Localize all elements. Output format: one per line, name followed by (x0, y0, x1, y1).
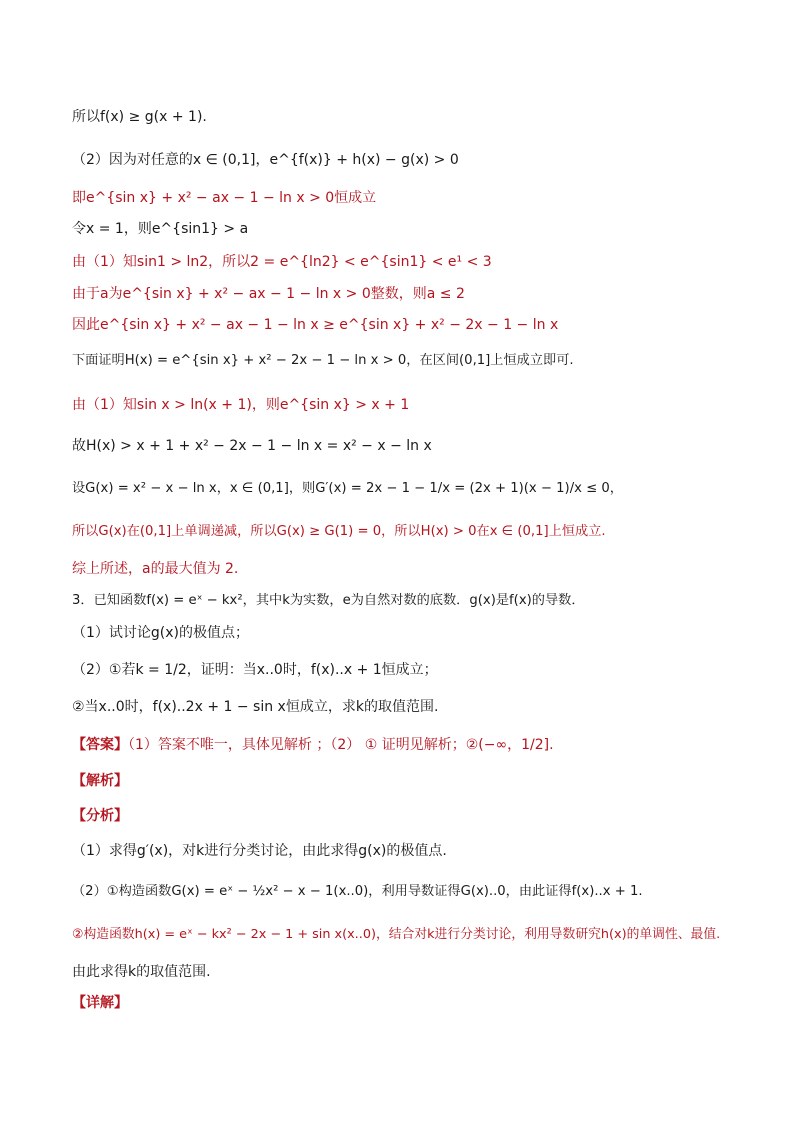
answer-tag: 【答案】 (72, 737, 128, 753)
answer-line (72, 736, 554, 754)
text-line: （2）①构造函数G(x) = eˣ − ½x² − x − 1(x..0)，利用导数证得G(x)..0，由此证得f(x)..x + 1. (72, 884, 643, 899)
text-line: 所以f(x) ≥ g(x + 1). (72, 109, 207, 125)
section-tag: 【解析】 (72, 773, 128, 789)
text-line: （2）因为对任意的x ∈ (0,1]，e^{f(x)} + h(x) − g(x) > 0 (72, 152, 459, 168)
text-line: 综上所述，a的最大值为 2. (72, 561, 239, 577)
text-line: 令x = 1，则e^{sin1} > a (72, 221, 249, 237)
answer-text: （1）答案不唯一，具体见解析 ；（2） ① 证明见解析；②(−∞，1/2]. (128, 737, 554, 753)
text-line: （1）求得g′(x)，对k进行分类讨论，由此求得g(x)的极值点. (72, 843, 447, 859)
text-line: ②当x..0时，f(x)..2x + 1 − sin x恒成立，求k的取值范围. (72, 699, 439, 715)
text-line: 所以G(x)在(0,1]上单调递减，所以G(x) ≥ G(1) = 0，所以H(x) > 0在x ∈ (0,1]上恒成立. (72, 524, 606, 539)
text-line: 由（1）知sin1 > ln2，所以2 = e^{ln2} < e^{sin1} < e¹ < 3 (72, 254, 492, 270)
text-line: 故H(x) > x + 1 + x² − 2x − 1 − ln x = x² − x − ln x (72, 438, 432, 454)
text-line: ②构造函数h(x) = eˣ − kx² − 2x − 1 + sin x(x..0)，结合对k进行分类讨论，利用导数研究h(x)的单调性、最值. (72, 927, 721, 942)
text-line: 即e^{sin x} + x² − ax − 1 − ln x > 0恒成立 (72, 190, 377, 206)
text-line: 由于a为e^{sin x} + x² − ax − 1 − ln x > 0整数，则a ≤ 2 (72, 286, 465, 302)
section-tag: 【详解】 (72, 995, 128, 1011)
section-tag: 【分析】 (72, 808, 128, 824)
text-line: 由（1）知sin x > ln(x + 1)，则e^{sin x} > x + 1 (72, 397, 410, 413)
text-line: 下面证明H(x) = e^{sin x} + x² − 2x − 1 − ln x > 0，在区间(0,1]上恒成立即可. (72, 353, 574, 368)
text-line: 设G(x) = x² − x − ln x，x ∈ (0,1]，则G′(x) = 2x − 1 − 1/x = (2x + 1)(x − 1)/x ≤ 0， (72, 481, 623, 496)
text-line: 3．已知函数f(x) = eˣ − kx²，其中k为实数，e为自然对数的底数．g(x)是f(x)的导数． (72, 593, 585, 608)
text-line: 因此e^{sin x} + x² − ax − 1 − ln x ≥ e^{sin x} + x² − 2x − 1 − ln x (72, 317, 559, 333)
text-line: （2）①若k = 1/2，证明：当x..0时，f(x)..x + 1恒成立； (72, 662, 438, 678)
text-line: 由此求得k的取值范围. (72, 964, 211, 980)
text-line: （1）试讨论g(x)的极值点； (72, 625, 250, 641)
